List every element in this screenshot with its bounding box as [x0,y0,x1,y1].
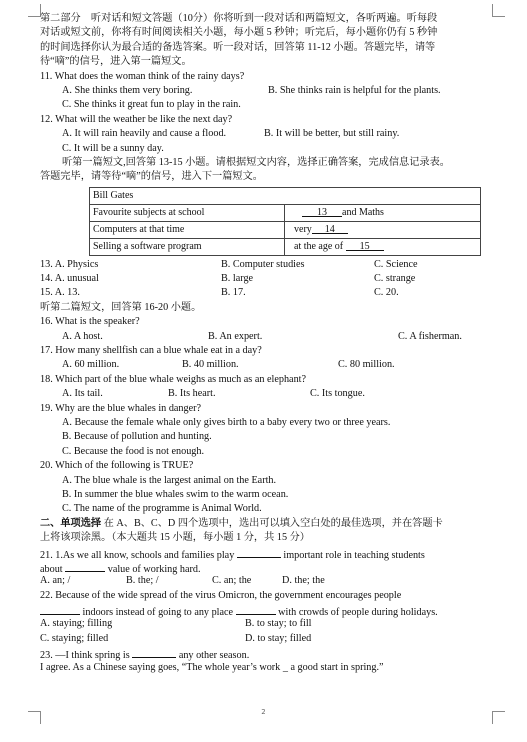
answer-blank [132,646,176,658]
q22-option-a: A. staying; filling [40,618,113,630]
q12-option-c: C. It will be a sunny day. [62,142,164,154]
q22-text: indoors instead of going to any place [80,607,236,619]
q16-option-b: B. An expert. [208,330,263,342]
q21-text: about [40,563,66,575]
table-row-value [285,221,481,238]
info-table [89,187,481,256]
table-row-label: Favourite subjects at school [90,204,285,221]
section2-instructions-line: 上将该项涂黑。（本大题共 15 小题，每小题 1 分，共 15 分） [40,532,310,544]
section2-instructions: 在 A、B、C、D 四个选项中，选出可以填入空白处的最佳选项，并在答题卡 [101,517,443,529]
q15-option-a: 15. A. 13. [40,287,80,299]
q15-option-c: C. 20. [374,287,399,299]
page-number: 2 [261,708,266,716]
q23-line [40,646,496,660]
q11-options [40,84,496,98]
answer-blank [236,603,276,615]
q15-option-b: B. 17. [221,287,246,299]
part2-intro-line: 第二部分 听对话和短文答题（10分）你将听到一段对话和两篇短文，各听两遍。听每段 [40,13,438,24]
q21-text: value of working hard. [105,563,201,575]
q16-option-c: C. A fisherman. [398,330,462,342]
q14-option-a: 14. A. unusual [40,273,99,285]
q21-option-d: D. the; the [282,575,325,587]
part2-intro-line: 待“嘀”的信号，进入第一篇短文。 [40,56,192,68]
answer-blank [40,603,80,615]
q22-option-c: C. staying; filled [40,632,109,644]
q22-line [40,603,496,617]
q12-option-b: B. It will be better, but still rainy. [264,128,400,140]
q19-option-b: B. Because of pollution and hunting. [62,431,212,443]
answer-blank [65,560,105,572]
q17-option-b: B. 40 million. [182,359,239,371]
q19-stem: 19. Why are the blue whales in danger? [40,402,202,414]
q21-text: 21. 1.As we all know, schools and families play [40,549,237,561]
q11-option-a: A. She thinks them very boring. [62,84,193,96]
q20-option-a: A. The blue whale is the largest animal on the Earth. [62,474,277,486]
q11-option-c: C. She thinks it great fun to play in the rain. [62,99,241,111]
q17-stem: 17. How many shellfish can a blue whale eat in a day? [40,345,262,357]
part2-intro-line: 对话或短文前，你将有时间阅读相关小题，每小题 5 秒钟；听完后，每小题你仍有 5 秒钟 [40,27,438,39]
q18-options [40,387,496,401]
q20-stem: 20. Which of the following is TRUE? [40,460,194,472]
blank-14: 14 [312,222,348,234]
q20-option-c: C. The name of the programme is Animal World. [62,503,262,515]
q19-option-a: A. Because the female whale only gives birth to a baby every two or three years. [62,416,391,428]
q18-option-a: A. Its tail. [62,388,103,400]
table-row-value [285,204,481,221]
passage1-intro-line: 答题完毕，请等待“嘀”的信号，进入下一篇短文。 [40,171,263,183]
table-row-label: Computers at that time [90,221,285,238]
section2-title: 二、单项选择 [40,517,102,529]
q13-option-b: B. Computer studies [221,258,305,270]
q12-stem: 12. What will the weather be like the next day? [40,113,233,125]
q22-options [40,632,496,646]
q21-line [40,560,496,574]
q18-stem: 18. Which part of the blue whale weighs as much as an elephant? [40,373,307,385]
q16-option-a: A. A host. [62,330,103,342]
q14-options [40,272,496,286]
table-row-label: Selling a software program [90,238,285,255]
q21-options [40,574,496,588]
blank-13: 13 [302,205,342,217]
q20-option-b: B. In summer the blue whales swim to the warm ocean. [62,488,289,500]
table-text: at the age of [294,240,344,252]
table-title: Bill Gates [90,187,481,204]
q22-option-b: B. to stay; to fill [245,618,312,630]
passage1-intro-line: 听第一篇短文,回答第 13-15 小题。请根据短文内容，选择正确答案，完成信息记录表。 [62,156,450,168]
q13-option-c: C. Science [374,258,418,270]
q12-options [40,127,496,141]
q18-option-c: C. Its tongue. [310,388,365,400]
table-row-value [285,238,481,255]
q12-option-a: A. It will rain heavily and cause a flood. [62,128,227,140]
q11-stem: 11. What does the woman think of the rainy days? [40,70,245,82]
section2-heading [40,517,496,531]
q22-options [40,617,496,631]
q21-option-b: B. the; / [126,575,159,587]
q17-option-c: C. 80 million. [338,359,395,371]
table-text: very [294,223,312,235]
q14-option-c: C. strange [374,273,416,285]
q21-option-a: A. an; / [40,575,71,587]
q13-option-a: 13. A. Physics [40,258,99,270]
q11-option-b: B. She thinks rain is helpful for the plants. [268,84,441,96]
q22-line: 22. Because of the wide spread of the virus Omicron, the government encourages people [40,589,402,601]
q16-stem: 16. What is the speaker? [40,316,140,328]
q14-option-b: B. large [221,273,254,285]
q17-options [40,358,496,372]
q23-text: 23. —I think spring is [40,650,133,662]
part2-intro-line: 的时间选择你认为最合适的备选答案。听一段对话，回答第 11-12 小题。答题完毕，请等 [40,41,436,53]
q23-line: I agree. As a Chinese saying goes, “The whole year’s work _ a good start in spring.” [40,661,384,673]
exam-page [40,12,496,675]
q16-options [40,330,496,344]
table-text: and Maths [342,206,384,218]
passage2-intro: 听第二篇短文，回答第 16-20 小题。 [40,301,202,313]
answer-blank [237,546,281,558]
blank-15: 15 [346,239,384,251]
q13-options [40,258,496,272]
q17-option-a: A. 60 million. [62,359,120,371]
q23-text: any other season. [176,650,250,662]
q15-options [40,286,496,300]
q19-option-c: C. Because the food is not enough. [62,445,205,457]
q21-text: important role in teaching students [280,549,425,561]
q21-option-c: C. an; the [212,575,252,587]
q22-text: with crowds of people during holidays. [275,607,438,619]
q21-line [40,546,496,560]
q22-option-d: D. to stay; filled [245,632,312,644]
q18-option-b: B. Its heart. [168,388,216,400]
